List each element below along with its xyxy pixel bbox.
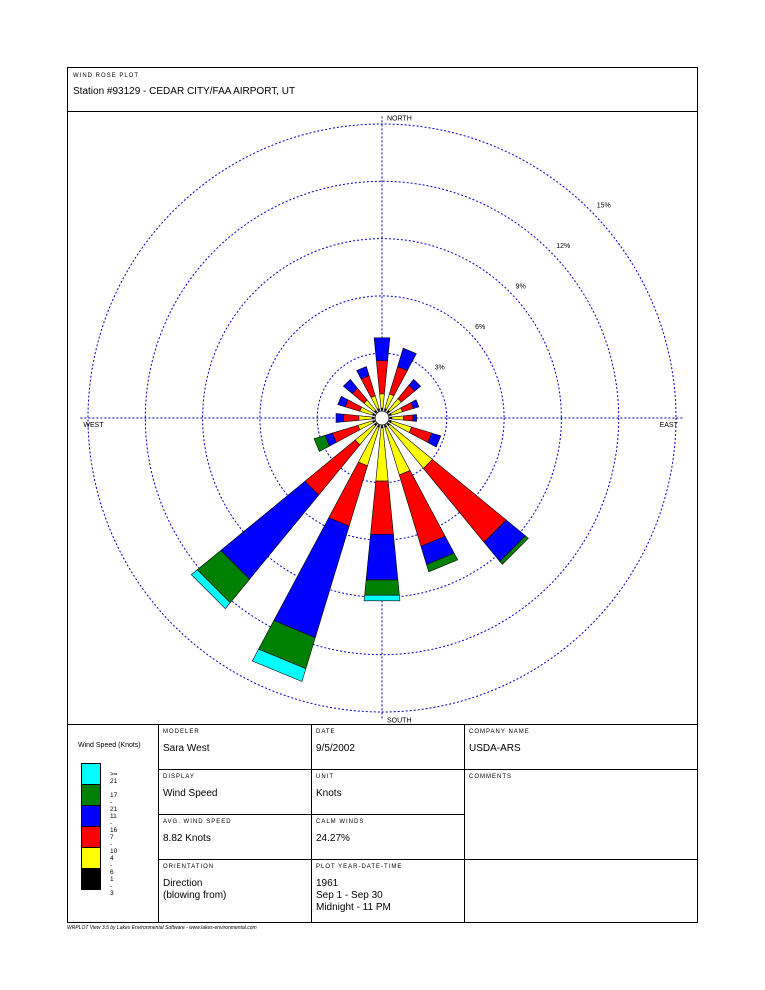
plot-time-cell — [312, 860, 465, 922]
ring-label-15: 15% — [596, 202, 611, 210]
comments-label: COMMENTS — [469, 774, 512, 780]
unit-value: Knots — [316, 788, 342, 799]
plot-type-label: WIND ROSE PLOT — [73, 73, 140, 79]
comments-cell — [465, 770, 697, 860]
compass-east: EAST — [659, 422, 678, 429]
unit-label: UNIT — [316, 774, 334, 780]
legend-swatch-11-16 — [81, 805, 101, 826]
petal-NNE-bin-3 — [398, 348, 417, 370]
compass-north: NORTH — [387, 115, 412, 123]
display-label: DISPLAY — [163, 774, 195, 780]
petal-E-bin-3 — [413, 415, 417, 422]
calm-winds-cell — [312, 815, 465, 860]
station-title: Station #93129 - CEDAR CITY/FAA AIRPORT, UT — [73, 86, 296, 97]
compass-south: SOUTH — [387, 717, 412, 724]
legend-swatch-4-6 — [81, 847, 101, 868]
petal-E-bin-1 — [392, 416, 403, 420]
petal-NNW-bin-2 — [361, 376, 375, 398]
orientation-cell — [159, 860, 312, 922]
chart-panel — [67, 111, 698, 725]
petal-ESE-bin-2 — [409, 427, 431, 442]
avg-speed-label: AVG. WIND SPEED — [163, 819, 232, 825]
petal-W-bin-1 — [359, 416, 372, 421]
legend-label-11-16: 11 - 16 — [110, 813, 118, 834]
date-label: DATE — [316, 729, 336, 735]
wind-rose-chart — [68, 112, 697, 724]
calm-circle — [375, 411, 389, 425]
plot-year: 1961 — [316, 878, 339, 889]
petal-N-bin-2 — [376, 361, 387, 394]
legend-title: Wind Speed (Knots) — [78, 742, 141, 749]
legend-label-17-21: 17 - 21 — [110, 792, 118, 813]
display-cell — [159, 770, 312, 815]
avg-speed-value: 8.82 Knots — [163, 833, 211, 844]
header-panel — [67, 67, 698, 112]
legend-label-1-3: 1 - 3 — [110, 876, 114, 897]
ring-label-6: 6% — [475, 323, 486, 331]
petal-S-bin-2 — [371, 481, 394, 534]
display-value: Wind Speed — [163, 788, 218, 799]
avg-speed-cell — [159, 815, 312, 860]
legend-label-7-10: 7 - 10 — [110, 834, 118, 855]
ring-label-9: 9% — [515, 283, 526, 291]
plot-time-label: PLOT YEAR-DATE-TIME — [316, 864, 403, 870]
legend-swatch-21plus — [81, 763, 101, 784]
calm-winds-value: 24.27% — [316, 833, 350, 844]
info-table — [67, 724, 698, 923]
legend-swatch-17-21 — [81, 784, 101, 805]
ring-label-3: 3% — [434, 364, 445, 372]
legend-swatch-7-10 — [81, 826, 101, 847]
petal-N-bin-3 — [374, 338, 390, 361]
petal-S-bin-1 — [376, 428, 388, 481]
legend-label-4-6: 4 - 6 — [110, 855, 114, 876]
ring-label-12: 12% — [556, 242, 571, 250]
petal-W-bin-3 — [336, 413, 344, 422]
petal-N-bin-1 — [380, 394, 385, 408]
company-cell — [465, 725, 697, 770]
plot-time-values — [316, 878, 391, 914]
petal-S-bin-5 — [364, 595, 400, 601]
orientation-line-1: Direction — [163, 878, 203, 889]
company-value: USDA-ARS — [469, 743, 521, 754]
plot-time-range: Midnight - 11 PM — [316, 902, 391, 913]
date-cell — [312, 725, 465, 770]
footer-credit: WRPLOT View 3.5 by Lakes Environmental Software - www.lakes-environmental.com — [67, 925, 257, 931]
company-label: COMPANY NAME — [469, 729, 530, 735]
plot-date-range: Sep 1 - Sep 30 — [316, 890, 383, 901]
compass-west: WEST — [83, 422, 104, 429]
date-value: 9/5/2002 — [316, 743, 355, 754]
orientation-line-2: (blowing from) — [163, 890, 227, 901]
calm-winds-label: CALM WINDS — [316, 819, 365, 825]
orientation-label: ORIENTATION — [163, 864, 215, 870]
modeler-cell — [159, 725, 312, 770]
legend-label-21plus: >= 21 — [110, 771, 118, 785]
petal-S-bin-3 — [366, 534, 398, 580]
unit-cell — [312, 770, 465, 815]
modeler-value: Sara West — [163, 743, 210, 754]
petal-W-bin-2 — [344, 414, 359, 422]
legend-swatch-1-3 — [81, 868, 101, 890]
modeler-label: MODELER — [163, 729, 200, 735]
petal-E-bin-2 — [403, 415, 413, 421]
orientation-values — [163, 878, 226, 902]
petal-S-bin-4 — [365, 580, 400, 595]
